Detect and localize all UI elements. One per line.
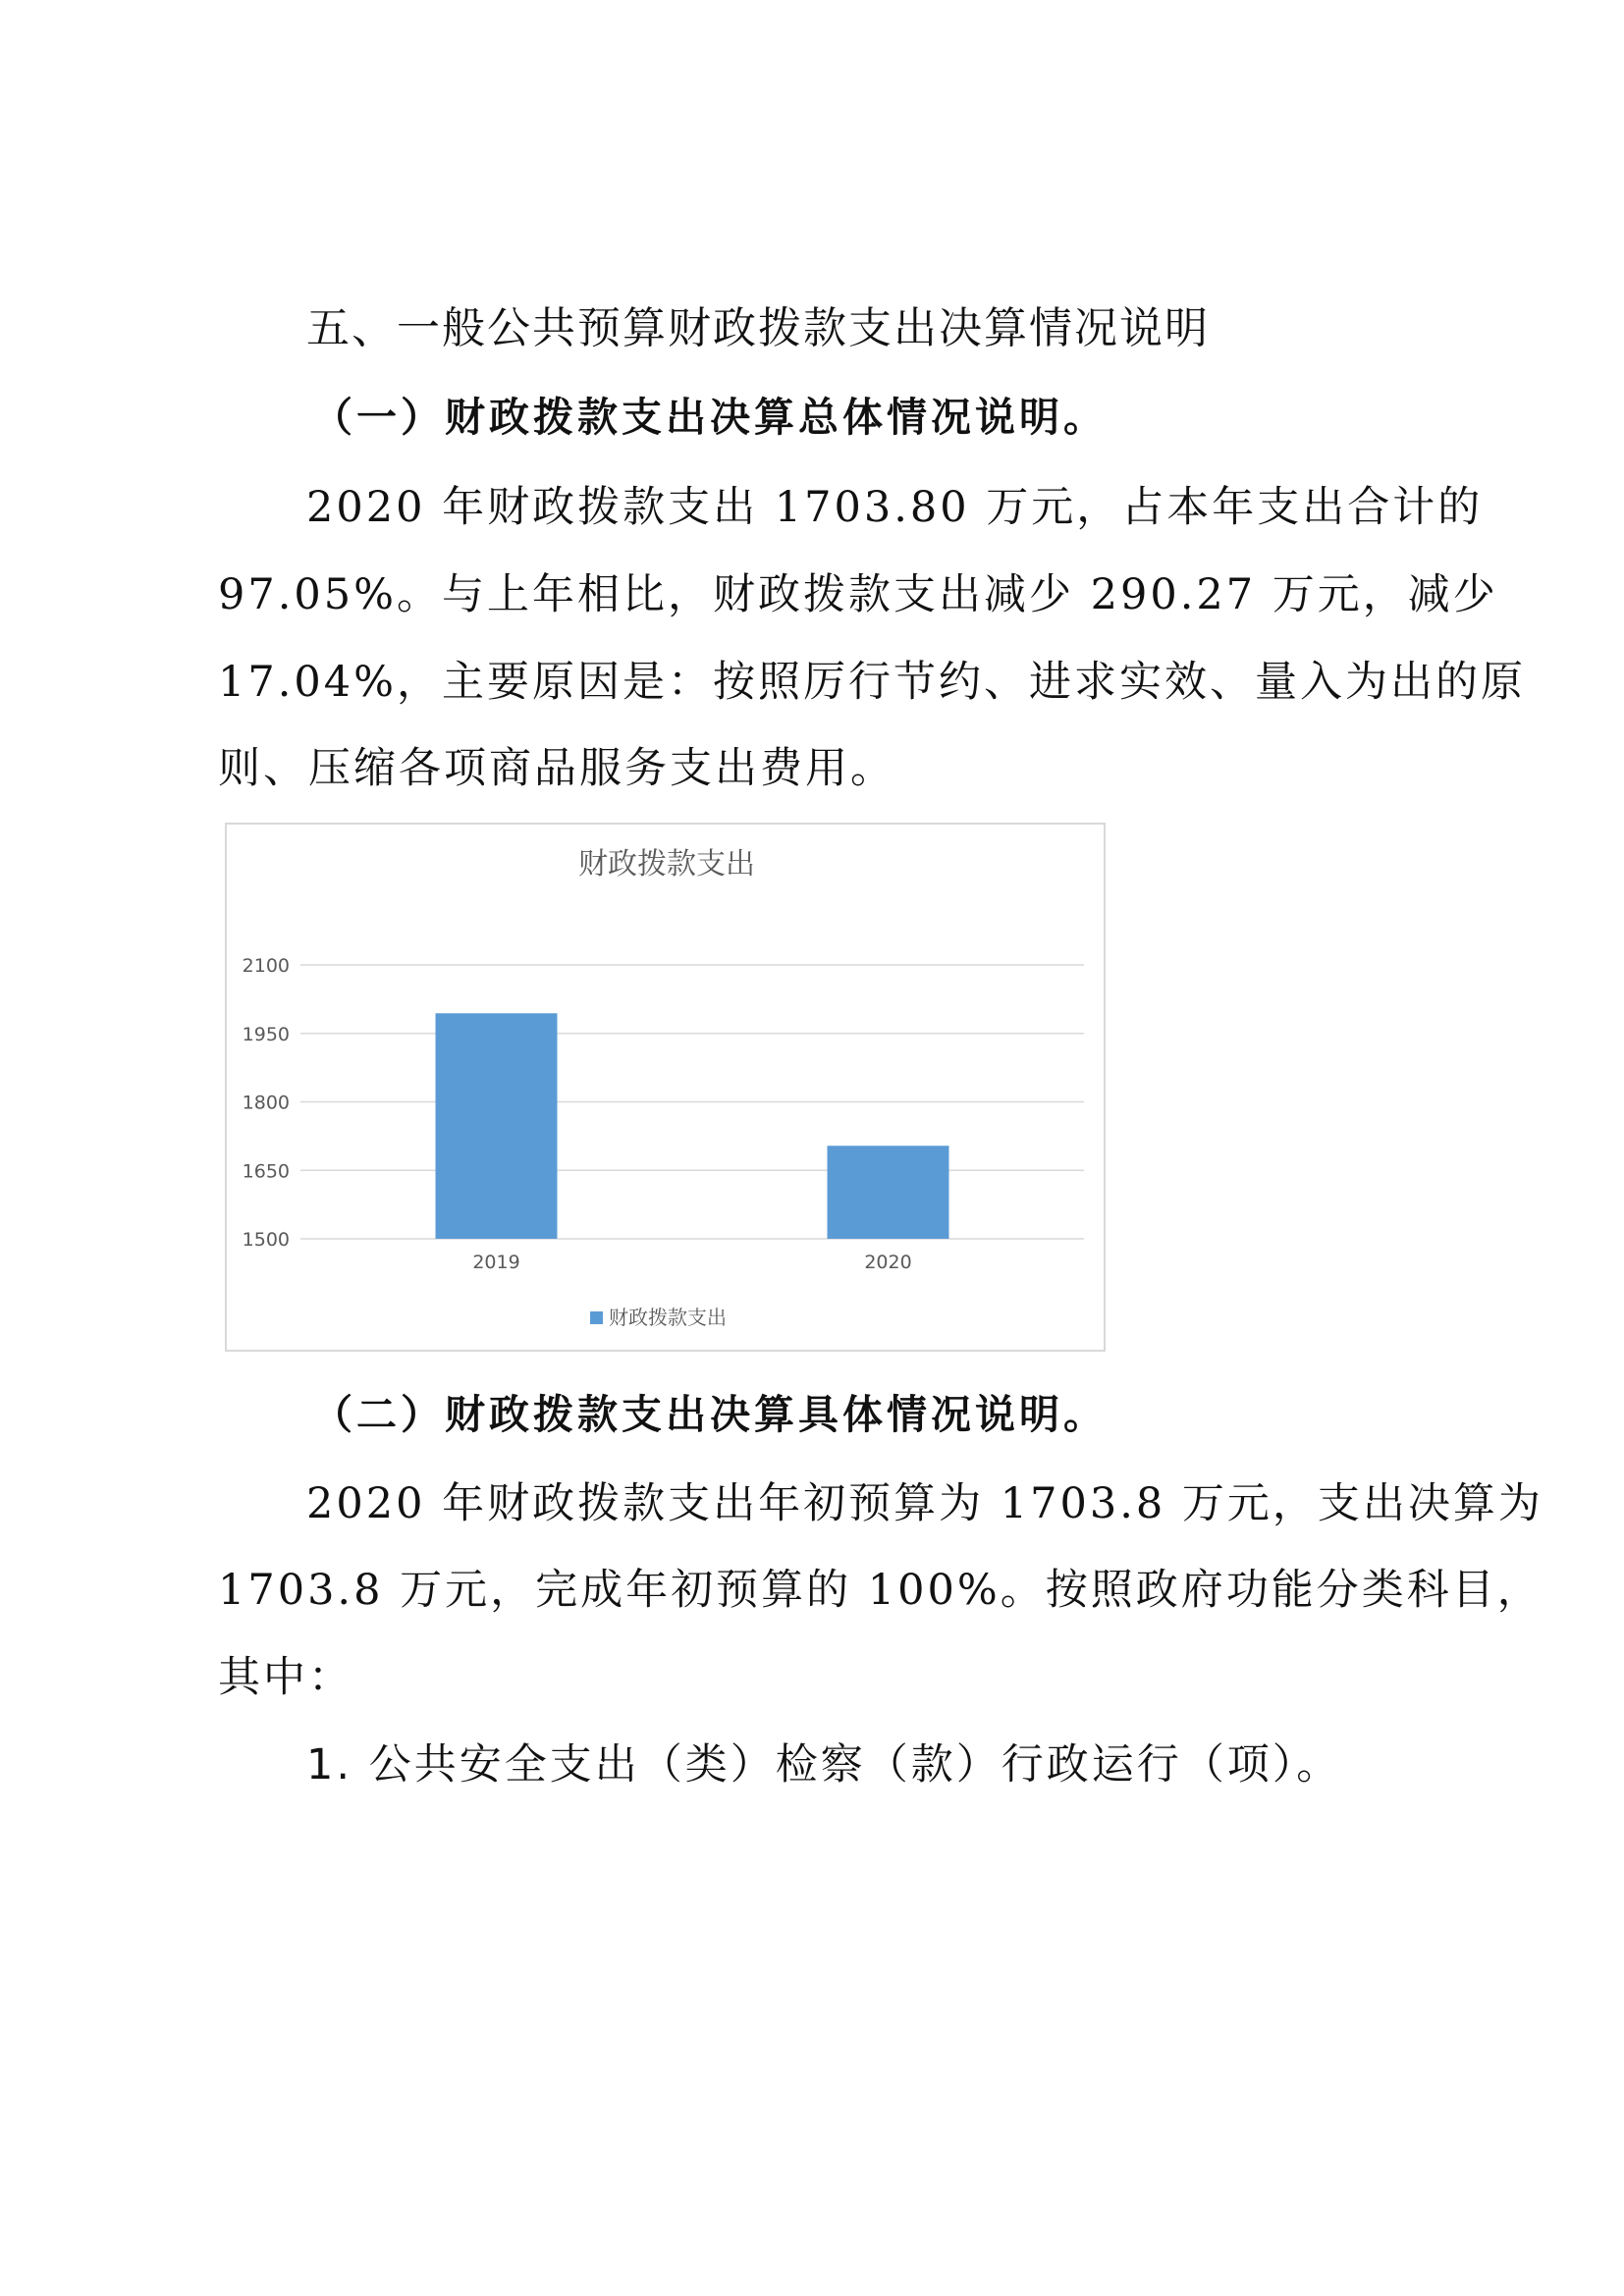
bar-2020	[828, 1146, 949, 1239]
paragraph-line: 17.04%，主要原因是：按照厉行节约、进求实效、量入为出的原	[218, 658, 1526, 707]
subheading-detail: （二）财政拨款支出决算具体情况说明。	[312, 1391, 1108, 1438]
paragraph-line: 2020 年财政拨款支出年初预算为 1703.8 万元，支出决算为	[306, 1479, 1543, 1528]
legend-label: 财政拨款支出	[609, 1306, 727, 1329]
bar-chart	[225, 823, 1106, 1352]
legend-swatch	[590, 1311, 603, 1324]
chart-legend	[590, 1306, 727, 1329]
section-heading: 五、一般公共预算财政拨款支出决算情况说明	[306, 303, 1210, 353]
bar-2019	[436, 1013, 558, 1239]
x-tick-label: 2019	[472, 1252, 520, 1273]
paragraph-line: 2020 年财政拨款支出 1703.80 万元，占本年支出合计的	[306, 483, 1484, 532]
y-tick-label: 1800	[242, 1092, 290, 1114]
y-tick-label: 1950	[242, 1023, 290, 1045]
subheading-overall: （一）财政拨款支出决算总体情况说明。	[312, 394, 1108, 441]
chart-canvas	[227, 825, 1104, 1350]
paragraph-line: 则、压缩各项商品服务支出费用。	[218, 744, 895, 793]
y-tick-label: 2100	[242, 955, 290, 977]
paragraph-line: 其中：	[218, 1653, 353, 1702]
list-item: 1. 公共安全支出（类）检察（款）行政运行（项）。	[306, 1740, 1342, 1789]
y-tick-label: 1650	[242, 1160, 290, 1183]
paragraph-line: 1703.8 万元，完成年初预算的 100%。按照政府功能分类科目，	[218, 1566, 1543, 1615]
chart-title: 财政拨款支出	[578, 847, 755, 881]
y-tick-label: 1500	[242, 1229, 290, 1251]
paragraph-line: 97.05%。与上年相比，财政拨款支出减少 290.27 万元，减少	[218, 570, 1498, 619]
x-tick-label: 2020	[864, 1252, 912, 1273]
